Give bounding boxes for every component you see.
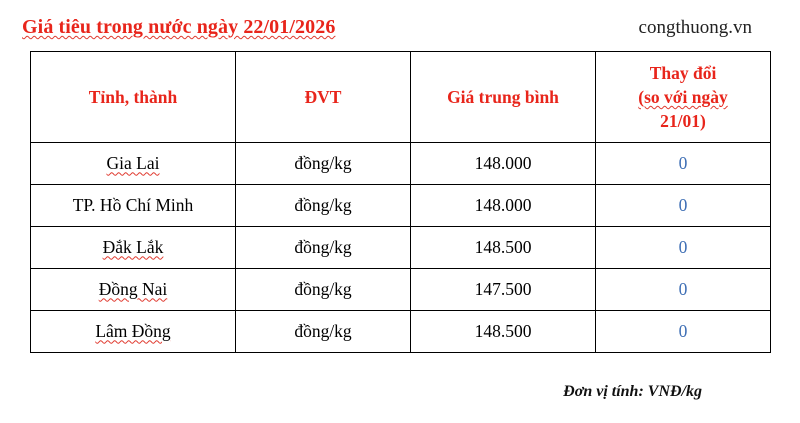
cell-unit: đồng/kg	[236, 269, 411, 311]
cell-average-price: 148.000	[411, 143, 596, 185]
table-row	[31, 185, 771, 227]
cell-change: 0	[596, 227, 771, 269]
price-table	[30, 51, 771, 353]
site-watermark: congthuong.vn	[638, 17, 752, 38]
cell-province: Gia Lai	[31, 143, 236, 185]
cell-average-price: 148.500	[411, 311, 596, 353]
cell-change: 0	[596, 185, 771, 227]
cell-average-price: 148.000	[411, 185, 596, 227]
page-title	[22, 16, 335, 39]
cell-province: Đắk Lắk	[31, 227, 236, 269]
column-header-average-price: Giá trung bình	[411, 52, 596, 143]
table-row	[31, 143, 771, 185]
column-header-change-line2: (so với ngày	[638, 87, 728, 108]
cell-change: 0	[596, 269, 771, 311]
table-header	[31, 52, 771, 143]
cell-province: Lâm Đồng	[31, 311, 236, 353]
table-row	[31, 269, 771, 311]
column-header-change	[596, 52, 771, 143]
cell-province: Đồng Nai	[31, 269, 236, 311]
table-header-row	[31, 52, 771, 143]
cell-average-price: 148.500	[411, 227, 596, 269]
page-title-text: Giá tiêu trong nước ngày 22/01/2026	[22, 16, 336, 38]
cell-unit: đồng/kg	[236, 143, 411, 185]
table-row	[31, 311, 771, 353]
column-header-province: Tỉnh, thành	[31, 52, 236, 143]
price-table-container	[0, 39, 800, 353]
cell-change: 0	[596, 311, 771, 353]
cell-unit: đồng/kg	[236, 311, 411, 353]
column-header-change-line1: Thay đổi	[649, 63, 717, 83]
cell-unit: đồng/kg	[236, 185, 411, 227]
cell-change: 0	[596, 143, 771, 185]
column-header-change-line3: 21/01)	[660, 111, 706, 132]
table-body	[31, 143, 771, 353]
table-row	[31, 227, 771, 269]
cell-province: TP. Hồ Chí Minh	[31, 185, 236, 227]
cell-unit: đồng/kg	[236, 227, 411, 269]
document-header	[0, 0, 800, 39]
cell-average-price: 147.500	[411, 269, 596, 311]
column-header-unit: ĐVT	[236, 52, 411, 143]
unit-note: Đơn vị tính: VNĐ/kg	[563, 383, 702, 400]
